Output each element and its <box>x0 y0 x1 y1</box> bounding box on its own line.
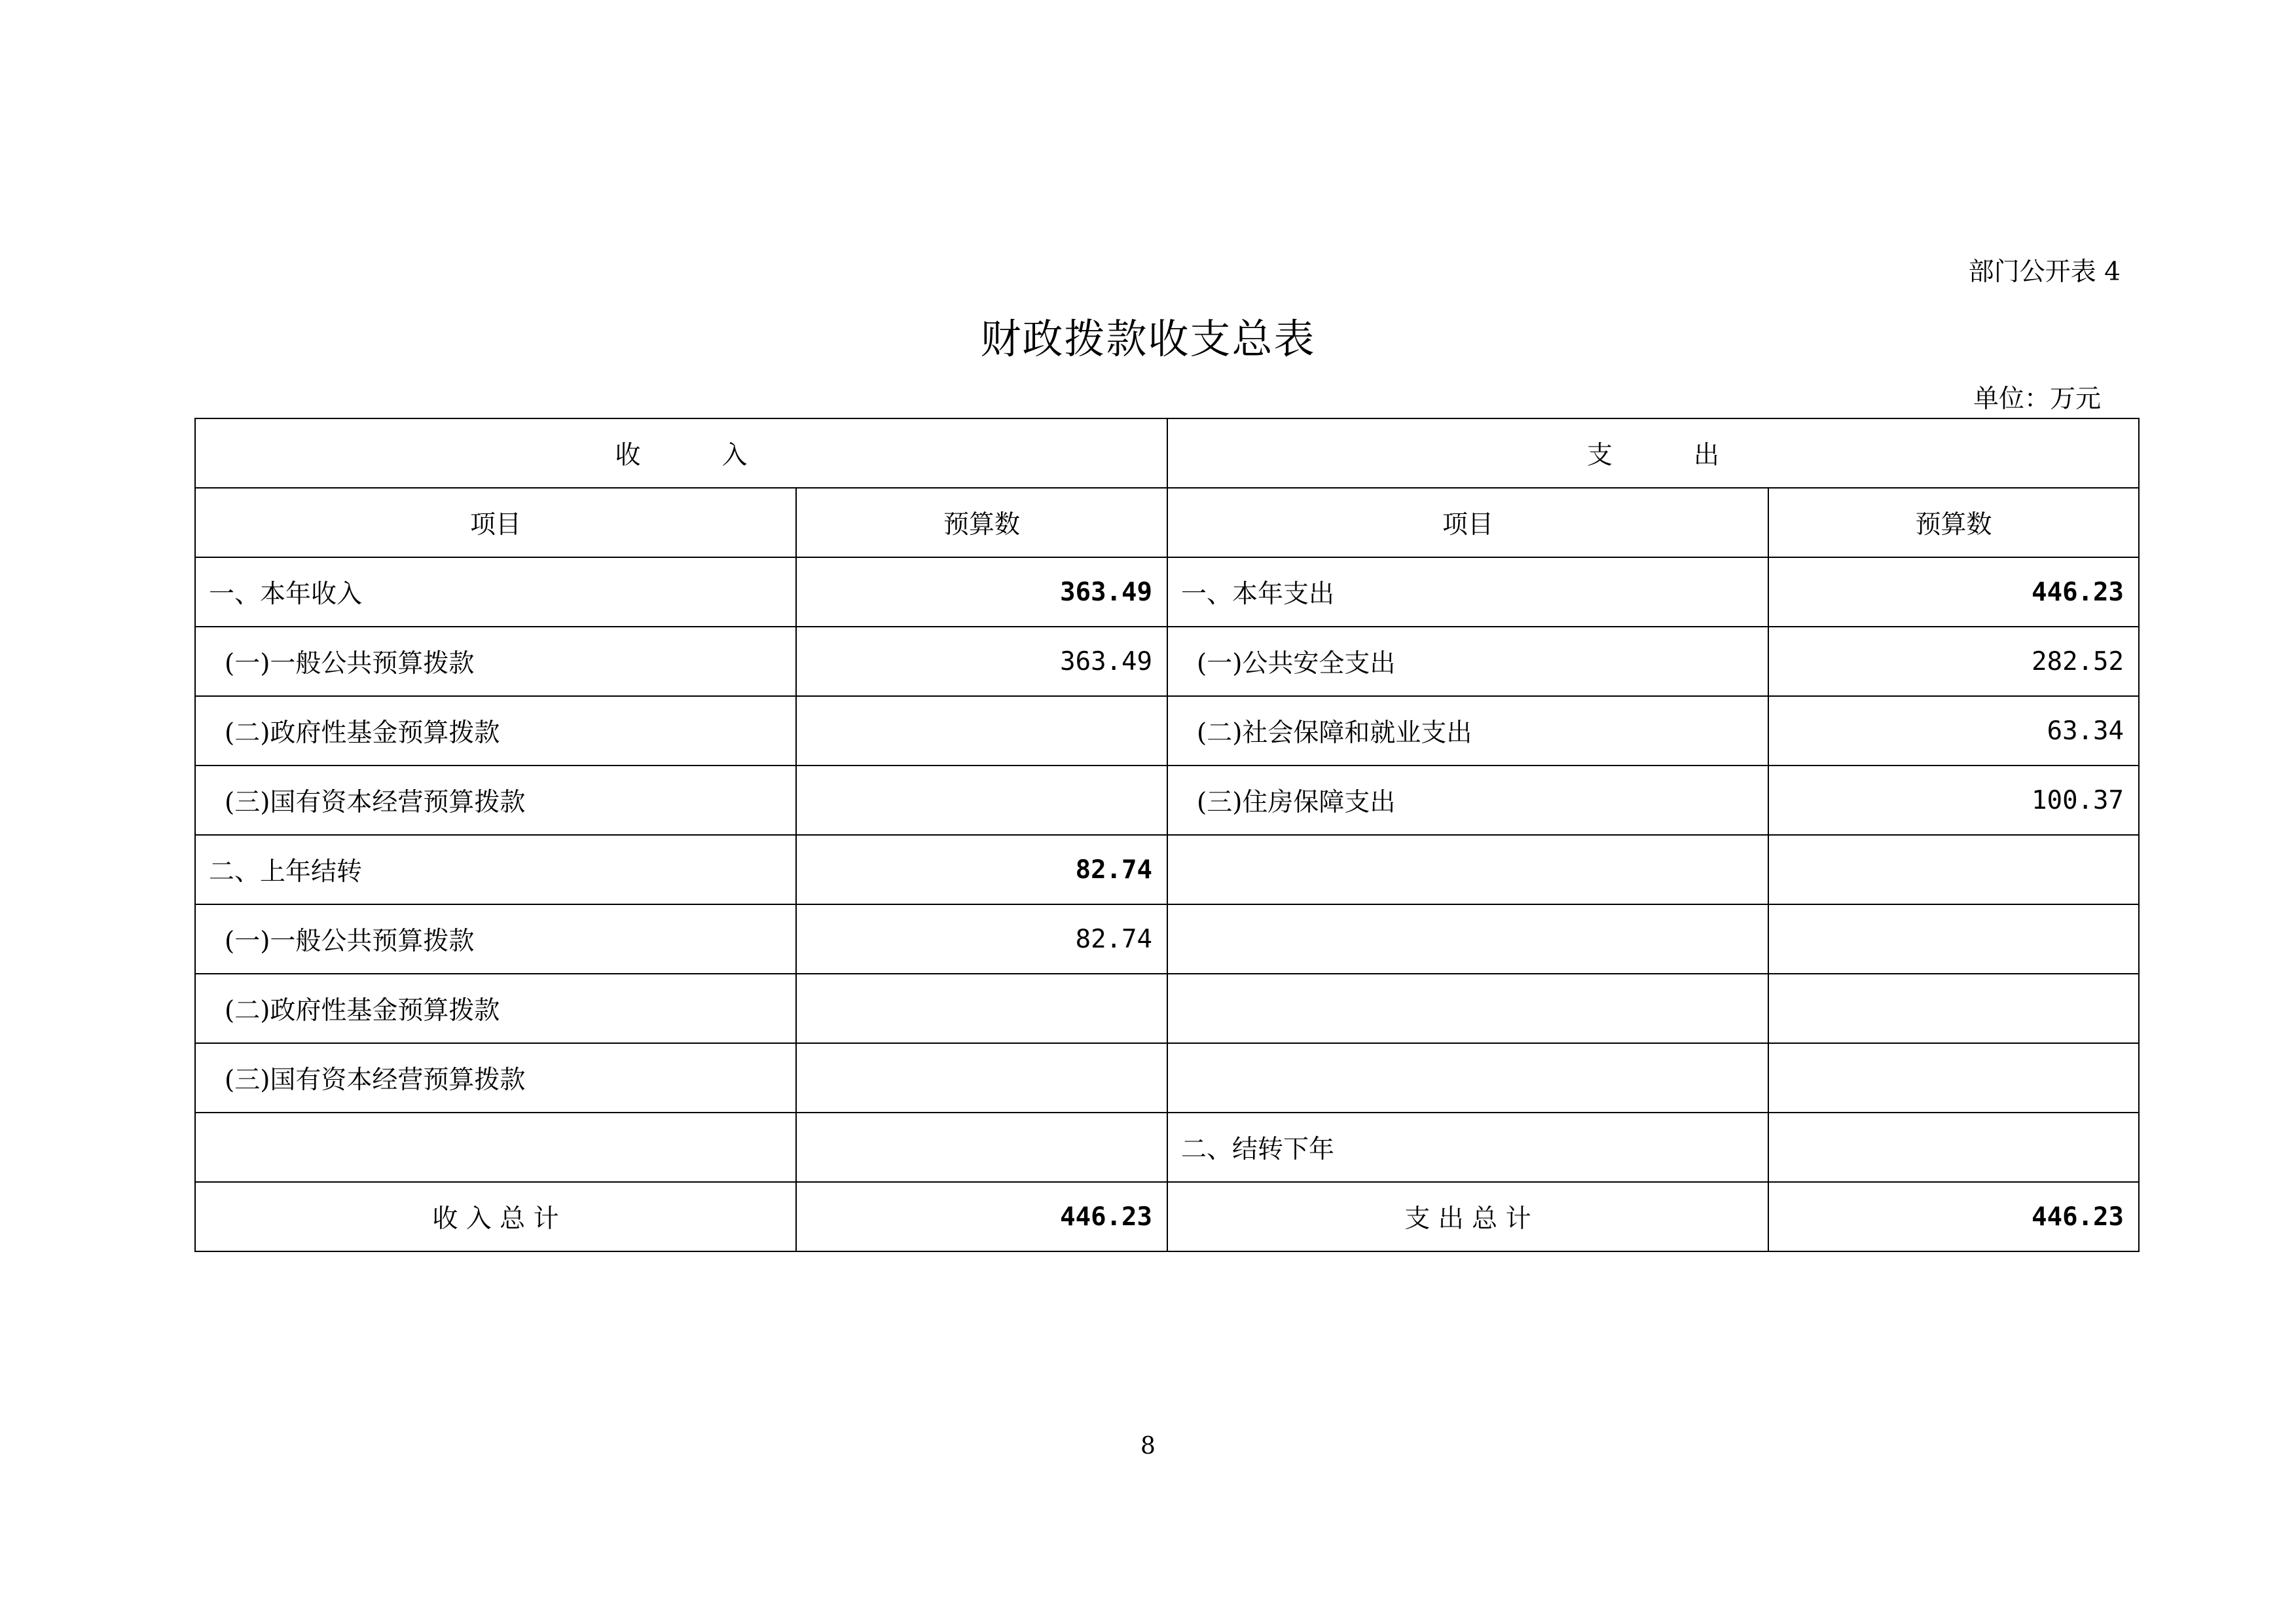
table-row <box>195 835 2139 904</box>
income-amount-cell: 82.74 <box>796 835 1167 904</box>
income-section-header: 收 入 <box>195 418 1167 488</box>
income-item-cell: 一、本年收入 <box>195 557 796 627</box>
form-id-label: 部门公开表 4 <box>1968 257 2121 287</box>
expense-item-cell <box>1167 835 1768 904</box>
expense-item-cell: 一、本年支出 <box>1167 557 1768 627</box>
expense-section-header: 支 出 <box>1167 418 2139 488</box>
income-item-cell: (二)政府性基金预算拨款 <box>195 974 796 1043</box>
expense-amount-cell <box>1768 974 2139 1043</box>
expense-amount-cell <box>1768 1043 2139 1113</box>
expense-amount-cell <box>1768 1113 2139 1182</box>
expense-amount-cell: 63.34 <box>1768 696 2139 766</box>
income-amount-cell <box>796 1113 1167 1182</box>
income-amount-cell <box>796 974 1167 1043</box>
table-row <box>195 696 2139 766</box>
expense-item-cell <box>1167 904 1768 974</box>
expense-total-amount: 446.23 <box>1768 1182 2139 1251</box>
page-title: 财政拨款收支总表 <box>980 315 1316 363</box>
table-row <box>195 1113 2139 1182</box>
income-amount-cell: 363.49 <box>796 627 1167 696</box>
income-amount-cell <box>796 1043 1167 1113</box>
income-amount-cell <box>796 696 1167 766</box>
expense-budget-header: 预算数 <box>1768 488 2139 557</box>
table-row <box>195 557 2139 627</box>
expense-item-cell: (二)社会保障和就业支出 <box>1167 696 1768 766</box>
unit-label: 单位：万元 <box>1973 384 2101 414</box>
income-budget-header: 预算数 <box>796 488 1167 557</box>
expense-amount-cell: 282.52 <box>1768 627 2139 696</box>
expense-item-cell: 二、结转下年 <box>1167 1113 1768 1182</box>
income-amount-cell <box>796 766 1167 835</box>
income-item-cell: 二、上年结转 <box>195 835 796 904</box>
expense-amount-cell: 446.23 <box>1768 557 2139 627</box>
expense-total-label: 支 出 总 计 <box>1167 1182 1768 1251</box>
totals-row <box>195 1182 2139 1251</box>
table-row <box>195 1043 2139 1113</box>
expense-item-header: 项目 <box>1167 488 1768 557</box>
expense-item-cell: (一)公共安全支出 <box>1167 627 1768 696</box>
table-row <box>195 766 2139 835</box>
column-header-row <box>195 488 2139 557</box>
income-item-cell: (三)国有资本经营预算拨款 <box>195 1043 796 1113</box>
expense-amount-cell: 100.37 <box>1768 766 2139 835</box>
expense-amount-cell <box>1768 904 2139 974</box>
income-total-amount: 446.23 <box>796 1182 1167 1251</box>
table-row <box>195 904 2139 974</box>
income-amount-cell: 363.49 <box>796 557 1167 627</box>
section-header-row <box>195 418 2139 488</box>
income-item-cell: (一)一般公共预算拨款 <box>195 627 796 696</box>
income-item-cell: (二)政府性基金预算拨款 <box>195 696 796 766</box>
page-number: 8 <box>1140 1433 1156 1460</box>
income-total-label: 收 入 总 计 <box>195 1182 796 1251</box>
income-item-header: 项目 <box>195 488 796 557</box>
expense-item-cell <box>1167 1043 1768 1113</box>
income-item-cell <box>195 1113 796 1182</box>
income-item-cell: (三)国有资本经营预算拨款 <box>195 766 796 835</box>
budget-table <box>194 418 2140 1252</box>
expense-amount-cell <box>1768 835 2139 904</box>
expense-item-cell <box>1167 974 1768 1043</box>
expense-item-cell: (三)住房保障支出 <box>1167 766 1768 835</box>
table-row <box>195 627 2139 696</box>
income-item-cell: (一)一般公共预算拨款 <box>195 904 796 974</box>
table-row <box>195 974 2139 1043</box>
income-amount-cell: 82.74 <box>796 904 1167 974</box>
